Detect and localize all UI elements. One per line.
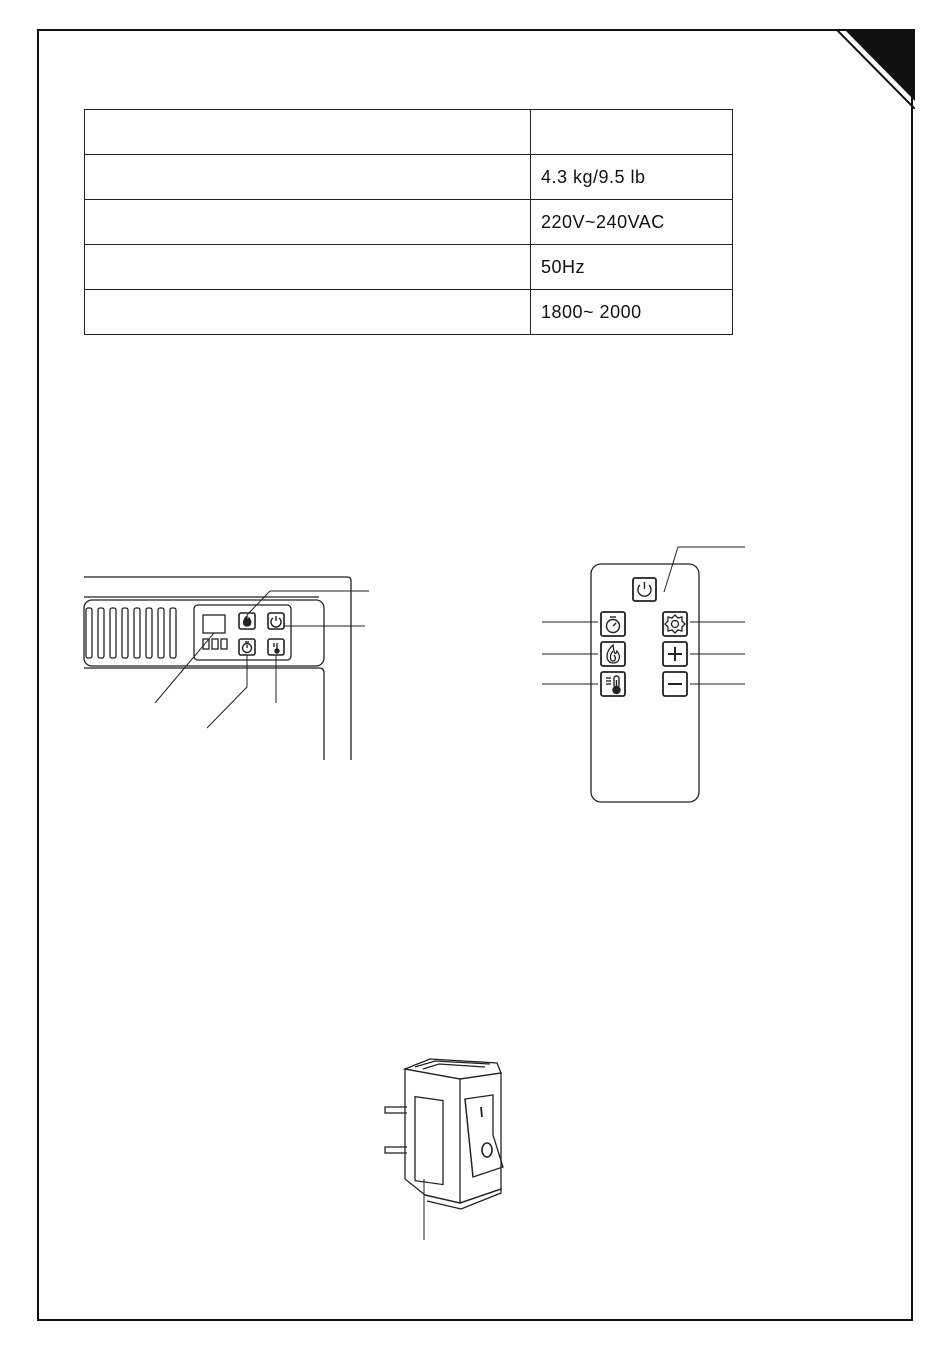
spec-value bbox=[531, 110, 733, 155]
remote-control-diagram bbox=[540, 545, 750, 805]
rocker-switch-diagram bbox=[375, 1055, 515, 1245]
table-row bbox=[85, 110, 733, 155]
thermometer-icon bbox=[606, 676, 620, 694]
led-display bbox=[203, 615, 225, 633]
table-row bbox=[85, 155, 733, 200]
flame-icon bbox=[244, 616, 251, 626]
remote-minus-button[interactable] bbox=[663, 672, 687, 696]
spec-value: 1800~ 2000 bbox=[531, 290, 733, 335]
power-icon bbox=[271, 616, 281, 627]
page-corner-tab bbox=[836, 29, 915, 109]
table-row bbox=[85, 245, 733, 290]
control-panel-diagram bbox=[70, 565, 380, 765]
vent-slots bbox=[86, 608, 176, 658]
spec-value: 4.3 kg/9.5 lb bbox=[531, 155, 733, 200]
gear-icon bbox=[665, 615, 685, 633]
callout-lines bbox=[542, 547, 745, 684]
thermometer-icon bbox=[273, 643, 279, 653]
spec-value: 220V~240VAC bbox=[531, 200, 733, 245]
power-icon bbox=[638, 582, 651, 596]
table-row bbox=[85, 290, 733, 335]
panel-heat-button[interactable] bbox=[268, 639, 284, 655]
plus-icon bbox=[668, 647, 682, 661]
spec-label bbox=[85, 245, 531, 290]
timer-icon bbox=[243, 642, 252, 653]
spec-label bbox=[85, 290, 531, 335]
panel-flame-button[interactable] bbox=[239, 613, 255, 629]
remote-power-button[interactable] bbox=[633, 578, 656, 601]
specification-table bbox=[84, 109, 733, 335]
spec-label bbox=[85, 200, 531, 245]
flame-icon bbox=[607, 645, 619, 663]
timer-icon bbox=[607, 617, 620, 633]
spec-value: 50Hz bbox=[531, 245, 733, 290]
remote-timer-button[interactable] bbox=[601, 612, 625, 636]
table-row bbox=[85, 200, 733, 245]
remote-flame-button[interactable] bbox=[601, 642, 625, 666]
panel-timer-button[interactable] bbox=[239, 639, 255, 655]
remote-plus-button[interactable] bbox=[663, 642, 687, 666]
remote-settings-button[interactable] bbox=[663, 612, 687, 636]
remote-heat-button[interactable] bbox=[601, 672, 625, 696]
spec-label bbox=[85, 110, 531, 155]
panel-power-button[interactable] bbox=[268, 613, 284, 629]
spec-label bbox=[85, 155, 531, 200]
